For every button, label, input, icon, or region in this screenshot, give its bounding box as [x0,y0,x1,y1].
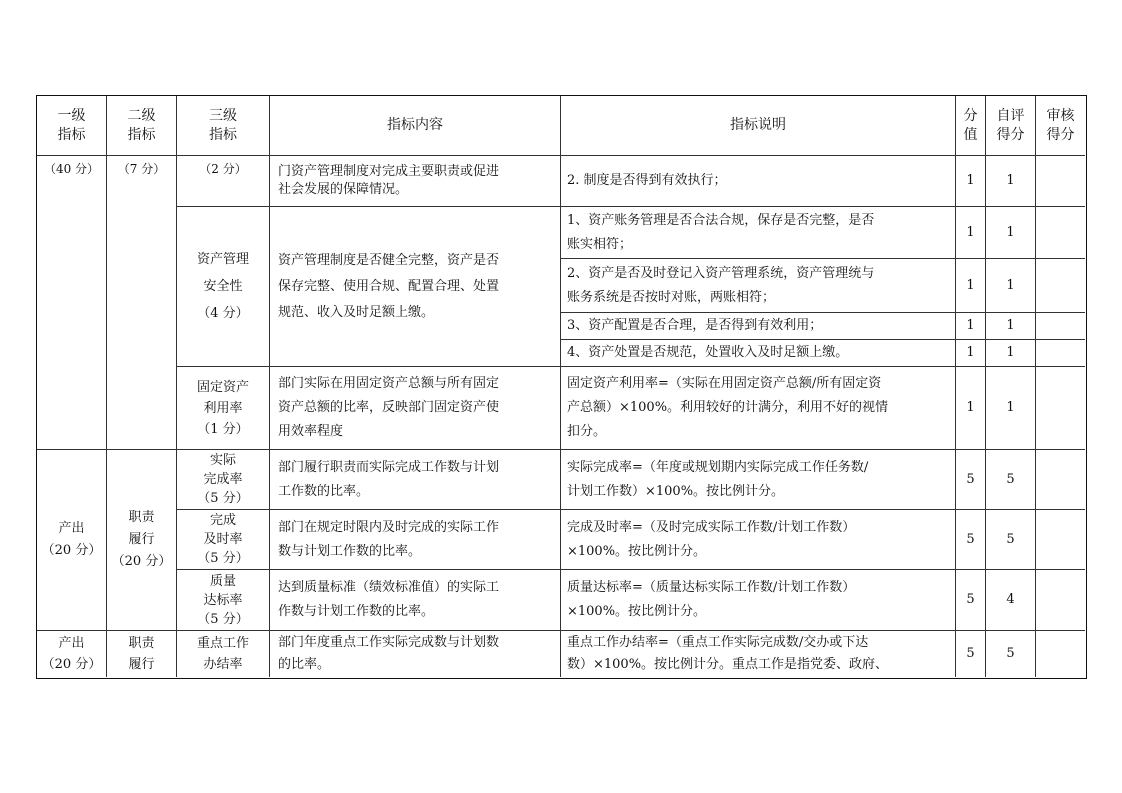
self-score-cell-asset-3: 1 [986,313,1036,340]
desc-cell-asset-3: 3、资产配置是否合理，是否得到有效利用； [561,313,956,340]
content-cell-asset-safety: 资产管理制度是否健全完整，资产是否 保存完整、使用合规、配置合理、处置 规范、收入及时足额上缴。 [270,207,561,367]
score-cell-completion: 5 [956,450,986,510]
desc-cell-asset-1: 1、资产账务管理是否合法合规，保存是否完整，是否 账实相符； [561,207,956,259]
content-cell-fixed-asset: 部门实际在用固定资产总额与所有固定 资产总额的比率，反映部门固定资产使 用效率程度 [270,367,561,450]
desc-cell-completion: 实际完成率=（年度或规划期内实际完成工作任务数/ 计划工作数）×100%。按比例计分。 [561,450,956,510]
level3-cell-quality: 质量 达标率 （5 分） [177,570,270,631]
level3-cell-fixed-asset: 固定资产 利用率 （1 分） [177,367,270,450]
header-level1: 一级 指标 [37,96,107,156]
level2-cell-duty-2: 职责 履行 [107,631,177,677]
score-cell-key-work: 5 [956,631,986,677]
header-audit-score: 审核 得分 [1036,96,1085,156]
self-score-cell-asset-1: 1 [986,207,1036,259]
level2-cell-duty: 职责 履行 （20 分） [107,450,177,631]
score-cell-asset-1: 1 [956,207,986,259]
score-cell-quality: 5 [956,570,986,631]
level3-cell-completion: 实际 完成率 （5 分） [177,450,270,510]
level3-cell-row1: （2 分） [177,156,270,207]
self-score-cell-asset-4: 1 [986,340,1036,367]
header-level3: 三级 指标 [177,96,270,156]
audit-score-cell-asset-2 [1036,259,1085,313]
audit-score-cell-quality [1036,570,1085,631]
desc-cell-asset-2: 2、资产是否及时登记入资产管理系统，资产管理统与 账务系统是否按时对账，两账相符； [561,259,956,313]
level3-cell-key-work: 重点工作 办结率 [177,631,270,677]
level1-cell-output-2: 产出 （20 分） [37,631,107,677]
content-cell-completion: 部门履行职责而实际完成工作数与计划 工作数的比率。 [270,450,561,510]
audit-score-cell-timeliness [1036,510,1085,570]
self-score-cell-row1: 1 [986,156,1036,207]
level1-cell-resource: （40 分） [37,156,107,450]
desc-cell-timeliness: 完成及时率=（及时完成实际工作数/计划工作数） ×100%。按比例计分。 [561,510,956,570]
evaluation-table [36,95,1087,679]
header-score: 分 值 [956,96,986,156]
score-cell-row1: 1 [956,156,986,207]
header-level2: 二级 指标 [107,96,177,156]
score-cell-asset-4: 1 [956,340,986,367]
self-score-cell-key-work: 5 [986,631,1036,677]
header-content: 指标内容 [270,96,561,156]
desc-cell-asset-4: 4、资产处置是否规范，处置收入及时足额上缴。 [561,340,956,367]
content-cell-row1: 门资产管理制度对完成主要职责或促进 社会发展的保障情况。 [270,156,561,207]
content-cell-quality: 达到质量标准（绩效标准值）的实际工 作数与计划工作数的比率。 [270,570,561,631]
audit-score-cell-row1 [1036,156,1085,207]
audit-score-cell-completion [1036,450,1085,510]
content-cell-key-work: 部门年度重点工作实际完成数与计划数 的比率。 [270,631,561,677]
score-cell-fixed-asset: 1 [956,367,986,450]
audit-score-cell-asset-4 [1036,340,1085,367]
audit-score-cell-fixed-asset [1036,367,1085,450]
desc-cell-fixed-asset: 固定资产利用率=（实际在用固定资产总额/所有固定资 产总额）×100%。利用较好的计满分，利用不好的视情 扣分。 [561,367,956,450]
score-cell-asset-2: 1 [956,259,986,313]
content-cell-timeliness: 部门在规定时限内及时完成的实际工作 数与计划工作数的比率。 [270,510,561,570]
self-score-cell-asset-2: 1 [986,259,1036,313]
self-score-cell-completion: 5 [986,450,1036,510]
audit-score-cell-key-work [1036,631,1085,677]
score-cell-timeliness: 5 [956,510,986,570]
level1-cell-output: 产出 （20 分） [37,450,107,631]
desc-cell-key-work: 重点工作办结率=（重点工作实际完成数/交办或下达 数）×100%。按比例计分。重点工作是指党委、政府、 [561,631,956,677]
header-description: 指标说明 [561,96,956,156]
self-score-cell-quality: 4 [986,570,1036,631]
self-score-cell-timeliness: 5 [986,510,1036,570]
audit-score-cell-asset-3 [1036,313,1085,340]
level2-cell-asset: （7 分） [107,156,177,450]
score-cell-asset-3: 1 [956,313,986,340]
audit-score-cell-asset-1 [1036,207,1085,259]
self-score-cell-fixed-asset: 1 [986,367,1036,450]
level3-cell-asset-safety: 资产管理 安全性 （4 分） [177,207,270,367]
desc-cell-row1: 2. 制度是否得到有效执行； [561,156,956,207]
level3-cell-timeliness: 完成 及时率 （5 分） [177,510,270,570]
desc-cell-quality: 质量达标率=（质量达标实际工作数/计划工作数） ×100%。按比例计分。 [561,570,956,631]
header-self-score: 自评 得分 [986,96,1036,156]
